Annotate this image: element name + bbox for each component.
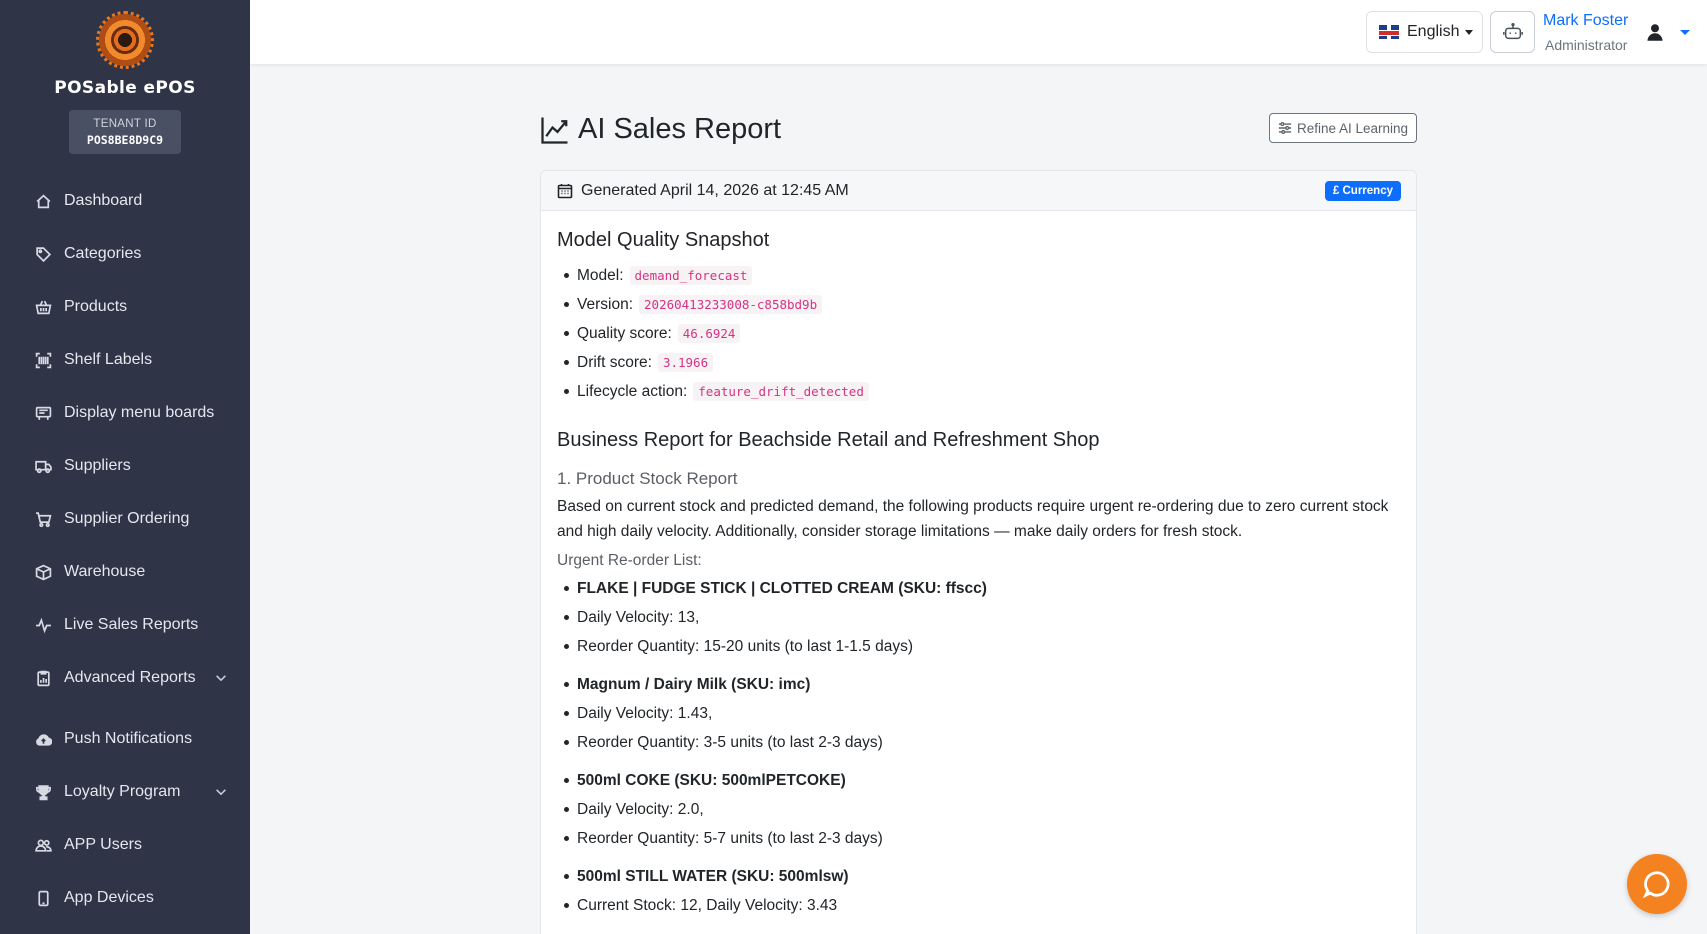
snapshot-value: demand_forecast <box>630 266 753 285</box>
chevron-down-icon[interactable] <box>214 671 228 690</box>
chat-bubble-icon <box>1642 869 1672 899</box>
user-role: Administrator <box>1545 37 1628 53</box>
sidebar <box>0 0 250 934</box>
sidebar-item-suppliers[interactable] <box>0 448 250 484</box>
user-avatar-icon[interactable] <box>1645 22 1665 42</box>
snapshot-label: Version: <box>577 295 634 313</box>
sidebar-item-supplier-ordering[interactable] <box>0 501 250 537</box>
snapshot-value: 46.6924 <box>678 324 741 343</box>
phone-icon <box>34 889 52 907</box>
sidebar-item-app-devices[interactable] <box>0 880 250 916</box>
refine-ai-learning-button[interactable] <box>1269 113 1417 143</box>
list-item: Reorder Quantity: 3-5 units (to last 2-3 days) <box>557 728 1400 757</box>
box-icon <box>34 563 52 581</box>
snapshot-label: Drift score: <box>577 353 652 371</box>
page-title-text: AI Sales Report <box>578 113 782 145</box>
reorder-list <box>557 574 1400 920</box>
list-item <box>557 290 1400 319</box>
sidebar-item-label: Push Notifications <box>64 730 193 747</box>
sidebar-item-label: Live Sales Reports <box>64 616 199 633</box>
list-item: Daily Velocity: 13, <box>557 603 1400 632</box>
brand-logo[interactable] <box>99 14 151 66</box>
list-item <box>557 377 1400 406</box>
sidebar-item-dashboard[interactable] <box>0 183 250 219</box>
language-dropdown[interactable] <box>1366 11 1483 53</box>
sidebar-item-push-notifications[interactable] <box>0 721 250 757</box>
brand-name: POSable ePOS <box>54 78 196 98</box>
sidebar-item-warehouse[interactable] <box>0 554 250 590</box>
urgent-reorder-heading: Urgent Re-order List: <box>557 552 702 569</box>
list-item: Reorder Quantity: 15-20 units (to last 1-1.5 days) <box>557 632 1400 661</box>
snapshot-label: Quality score: <box>577 324 672 342</box>
business-report-heading: Business Report for Beachside Retail and Refreshment Shop <box>557 429 1100 451</box>
sidebar-item-advanced-reports[interactable] <box>0 660 250 696</box>
caret-down-icon <box>1465 30 1473 35</box>
sliders-icon <box>1278 121 1297 135</box>
sidebar-item-live-sales-reports[interactable] <box>0 607 250 643</box>
upc-scan-icon <box>34 351 52 369</box>
sidebar-item-products[interactable] <box>0 289 250 325</box>
sidebar-item-label: Products <box>64 298 128 315</box>
brand <box>0 0 250 154</box>
sidebar-item-label: Dashboard <box>64 192 143 209</box>
trophy-icon <box>34 783 52 801</box>
sidebar-item-label: Supplier Ordering <box>64 510 190 527</box>
language-label: English <box>1407 23 1460 40</box>
sidebar-item-label: Suppliers <box>64 457 131 474</box>
refine-ai-learning-label: Refine AI Learning <box>1296 120 1409 136</box>
user-menu-caret-icon[interactable] <box>1680 30 1690 35</box>
sidebar-item-loyalty-program[interactable] <box>0 774 250 810</box>
list-item: 500ml STILL WATER (SKU: 500mlsw) <box>557 862 1400 891</box>
list-item <box>557 261 1400 290</box>
top-bar <box>250 0 1707 64</box>
report-card <box>540 170 1417 934</box>
snapshot-value: feature_drift_detected <box>693 382 869 401</box>
snapshot-value: 3.1966 <box>658 353 713 372</box>
user-name-link[interactable]: Mark Foster <box>1543 12 1629 29</box>
model-quality-heading: Model Quality Snapshot <box>557 229 770 251</box>
snapshot-value: 20260413233008-c858bd9b <box>639 295 822 314</box>
snapshot-label: Lifecycle action: <box>577 382 688 400</box>
sidebar-item-label: App Devices <box>64 889 154 906</box>
sidebar-item-label: Shelf Labels <box>64 351 153 368</box>
display-board-icon <box>34 404 52 422</box>
sidebar-item-display-menu-boards[interactable] <box>0 395 250 431</box>
list-item: Current Stock: 12, Daily Velocity: 3.43 <box>557 891 1400 920</box>
tenant-box <box>69 110 181 154</box>
ai-assistant-button[interactable] <box>1490 11 1535 53</box>
list-item: FLAKE | FUDGE STICK | CLOTTED CREAM (SKU: ffscc) <box>557 574 1400 603</box>
cart-icon <box>34 510 52 528</box>
uk-flag-icon <box>1379 25 1399 39</box>
generated-timestamp: Generated April 14, 2026 at 12:45 AM <box>581 181 849 199</box>
tenant-label: TENANT ID <box>93 118 157 130</box>
list-item: Magnum / Dairy Milk (SKU: imc) <box>557 670 1400 699</box>
tenant-id: POS8BE8D9C9 <box>86 133 164 147</box>
tags-icon <box>34 245 52 263</box>
sidebar-item-categories[interactable] <box>0 236 250 272</box>
truck-icon <box>34 457 52 475</box>
report-icon <box>34 669 52 687</box>
product-stock-heading: 1. Product Stock Report <box>557 469 738 488</box>
chat-button[interactable] <box>1627 854 1687 914</box>
sidebar-item-label: Display menu boards <box>64 404 215 421</box>
chevron-down-icon[interactable] <box>214 785 228 804</box>
calendar-icon <box>557 183 581 199</box>
product-stock-description: Based on current stock and predicted demand, the following products require urgent re-ordering due to zero current stock and high daily velocity. Additionally, consider storage limitations — make daily orders for fresh stock. <box>557 498 1389 540</box>
snapshot-label: Model: <box>577 266 624 284</box>
list-item: Daily Velocity: 1.43, <box>557 699 1400 728</box>
model-quality-list <box>557 261 1400 406</box>
sidebar-item-label: Categories <box>64 245 142 262</box>
sidebar-item-label: Loyalty Program <box>64 783 181 800</box>
sidebar-item-label: APP Users <box>64 836 142 853</box>
report-card-header <box>541 171 1416 211</box>
list-item <box>557 348 1400 377</box>
list-item <box>557 319 1400 348</box>
cloud-upload-icon <box>34 730 52 748</box>
house-icon <box>34 192 52 210</box>
sidebar-item-label: Warehouse <box>64 563 146 580</box>
list-item: Reorder Quantity: 5-7 units (to last 2-3 days) <box>557 824 1400 853</box>
sidebar-item-shelf-labels[interactable] <box>0 342 250 378</box>
sidebar-item-label: Advanced Reports <box>64 669 196 686</box>
graph-up-icon <box>540 115 578 145</box>
users-icon <box>34 836 52 854</box>
robot-icon <box>1502 21 1524 43</box>
basket-icon <box>34 298 52 316</box>
currency-badge: £ Currency <box>1325 181 1401 201</box>
list-item: 500ml COKE (SKU: 500mlPETCOKE) <box>557 766 1400 795</box>
page-title <box>540 113 781 146</box>
sidebar-item-app-users[interactable] <box>0 827 250 863</box>
activity-icon <box>34 616 52 634</box>
report-card-body <box>541 211 1416 920</box>
list-item: Daily Velocity: 2.0, <box>557 795 1400 824</box>
